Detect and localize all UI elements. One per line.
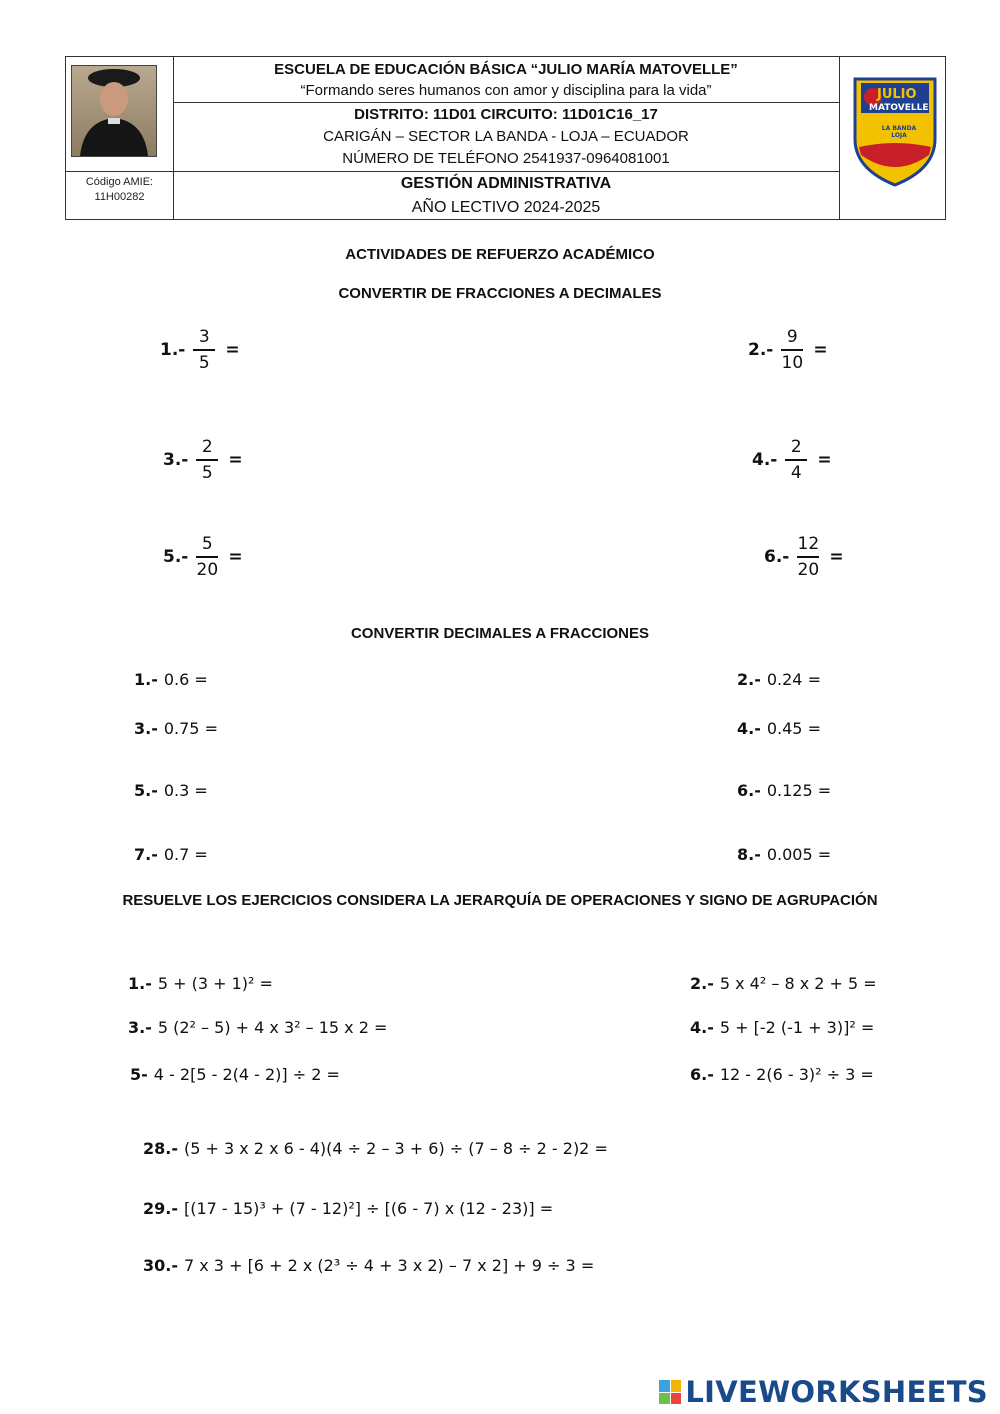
item-number: 2.-: [737, 670, 761, 689]
item-number: 1.-: [128, 974, 152, 993]
numerator: 3: [198, 327, 210, 347]
fraction-item: [163, 430, 243, 490]
item-number: 4.-: [690, 1018, 714, 1037]
decimal-expression: 0.005 =: [766, 845, 832, 864]
fraction: [196, 533, 218, 581]
exercise-expression: 4 - 2[5 - 2(4 - 2)] ÷ 2 =: [153, 1065, 340, 1084]
crest-text: JULIO: [877, 87, 917, 102]
decimal-expression: 0.3 =: [163, 781, 208, 800]
decimal-expression: 0.125 =: [766, 781, 832, 800]
item-number: 28.-: [143, 1139, 178, 1158]
decimal-expression: 0.6 =: [163, 670, 208, 689]
decimal-item: [737, 719, 821, 738]
equals-sign: =: [813, 340, 828, 360]
decimal-expression: 0.45 =: [766, 719, 821, 738]
exercise-expression: 5 + [-2 (-1 + 3)]² =: [719, 1018, 875, 1037]
item-number: 5.-: [163, 547, 189, 567]
school-crest: [851, 69, 939, 187]
denominator: 10: [781, 353, 804, 373]
numerator: 5: [201, 534, 213, 554]
fraction-item: [163, 527, 243, 587]
divider: [839, 57, 840, 219]
exercise-item: [690, 974, 877, 993]
item-number: 2.-: [690, 974, 714, 993]
exercise-expression: (5 + 3 x 2 x 6 - 4)(4 ÷ 2 – 3 + 6) ÷ (7 – 8 ÷ 2 - 2)2 =: [183, 1139, 608, 1158]
phone-info: NÚMERO DE TELÉFONO 2541937-0964081001: [342, 150, 670, 167]
decimal-item: [134, 845, 208, 864]
exercise-expression: 5 (2² – 5) + 4 x 3² – 15 x 2 =: [157, 1018, 388, 1037]
divider: [173, 102, 839, 103]
numerator: 2: [201, 437, 213, 457]
fraction: [196, 436, 218, 484]
decimal-expression: 0.24 =: [766, 670, 821, 689]
section-heading: RESUELVE LOS EJERCICIOS CONSIDERA LA JERARQUÍA DE OPERACIONES Y SIGNO DE AGRUPACIÓN: [122, 892, 878, 909]
exercise-expression: 12 - 2(6 - 3)² ÷ 3 =: [719, 1065, 874, 1084]
denominator: 5: [201, 463, 213, 483]
item-number: 6.-: [737, 781, 761, 800]
exercise-item: [128, 1018, 387, 1037]
exercise-expression: [(17 - 15)³ + (7 - 12)²] ÷ [(6 - 7) x (12 - 23)] =: [183, 1199, 554, 1218]
fraction: [785, 436, 807, 484]
equals-sign: =: [817, 450, 832, 470]
item-number: 1.-: [160, 340, 186, 360]
crest-text: MATOVELLE: [869, 103, 929, 113]
equals-sign: =: [228, 547, 243, 567]
section-heading: CONVERTIR DECIMALES A FRACCIONES: [350, 625, 650, 642]
item-number: 29.-: [143, 1199, 178, 1218]
brand-text: LIVEWORKSHEETS: [685, 1375, 988, 1409]
founder-portrait: [71, 65, 157, 157]
exercise-item: [690, 1018, 874, 1037]
numerator: 12: [797, 534, 820, 554]
decimal-item: [737, 845, 831, 864]
fraction-item: [752, 430, 832, 490]
item-number: 6.-: [690, 1065, 714, 1084]
item-number: 2.-: [748, 340, 774, 360]
denominator: 20: [797, 560, 820, 580]
crest-text: LA BANDA LOJA: [881, 125, 917, 139]
district-info: DISTRITO: 11D01 CIRCUITO: 11D01C16_17: [354, 106, 658, 123]
exercise-expression: 5 x 4² – 8 x 2 + 5 =: [719, 974, 877, 993]
decimal-item: [737, 781, 831, 800]
liveworksheets-icon: [659, 1380, 681, 1404]
exercise-item: [690, 1065, 874, 1084]
numerator: 9: [786, 327, 798, 347]
item-number: 30.-: [143, 1256, 178, 1275]
amie-code: 11H00282: [94, 191, 145, 203]
item-number: 6.-: [764, 547, 790, 567]
denominator: 5: [198, 353, 210, 373]
numerator: 2: [790, 437, 802, 457]
denominator: 20: [196, 560, 219, 580]
school-name: ESCUELA DE EDUCACIÓN BÁSICA “JULIO MARÍA MATOVELLE”: [274, 61, 738, 78]
item-number: 1.-: [134, 670, 158, 689]
item-number: 4.-: [752, 450, 778, 470]
page-title: ACTIVIDADES DE REFUERZO ACADÉMICO: [345, 246, 655, 263]
management-title: GESTIÓN ADMINISTRATIVA: [400, 175, 612, 192]
exercise-expression: 7 x 3 + [6 + 2 x (2³ ÷ 4 + 3 x 2) – 7 x 2] + 9 ÷ 3 =: [183, 1256, 595, 1275]
item-number: 5.-: [134, 781, 158, 800]
exercise-expression: 5 + (3 + 1)² =: [157, 974, 273, 993]
fraction: [797, 533, 819, 581]
amie-label: Código AMIE:: [85, 176, 154, 188]
item-number: 7.-: [134, 845, 158, 864]
decimal-expression: 0.75 =: [163, 719, 218, 738]
fraction: [781, 326, 803, 374]
location-info: CARIGÁN – SECTOR LA BANDA - LOJA – ECUADOR: [323, 128, 689, 145]
decimal-item: [134, 670, 208, 689]
equals-sign: =: [225, 340, 240, 360]
decimal-expression: 0.7 =: [163, 845, 208, 864]
liveworksheets-logo[interactable]: [659, 1375, 988, 1409]
exercise-item: [143, 1256, 594, 1275]
item-number: 4.-: [737, 719, 761, 738]
school-year: AÑO LECTIVO 2024-2025: [411, 199, 601, 216]
fraction-item: [748, 320, 828, 380]
exercise-item: [130, 1065, 340, 1084]
equals-sign: =: [228, 450, 243, 470]
equals-sign: =: [829, 547, 844, 567]
exercise-item: [143, 1139, 608, 1158]
header-table: [65, 56, 946, 220]
exercise-item: [143, 1199, 553, 1218]
divider: [66, 171, 839, 172]
item-number: 3.-: [163, 450, 189, 470]
item-number: 5-: [130, 1065, 148, 1084]
school-motto: “Formando seres humanos con amor y disciplina para la vida”: [300, 82, 712, 99]
item-number: 8.-: [737, 845, 761, 864]
exercise-item: [128, 974, 273, 993]
fraction-item: [764, 527, 844, 587]
item-number: 3.-: [134, 719, 158, 738]
decimal-item: [737, 670, 821, 689]
decimal-item: [134, 781, 208, 800]
decimal-item: [134, 719, 218, 738]
item-number: 3.-: [128, 1018, 152, 1037]
section-heading: CONVERTIR DE FRACCIONES A DECIMALES: [338, 285, 662, 302]
denominator: 4: [790, 463, 802, 483]
fraction-item: [160, 320, 240, 380]
fraction: [193, 326, 215, 374]
